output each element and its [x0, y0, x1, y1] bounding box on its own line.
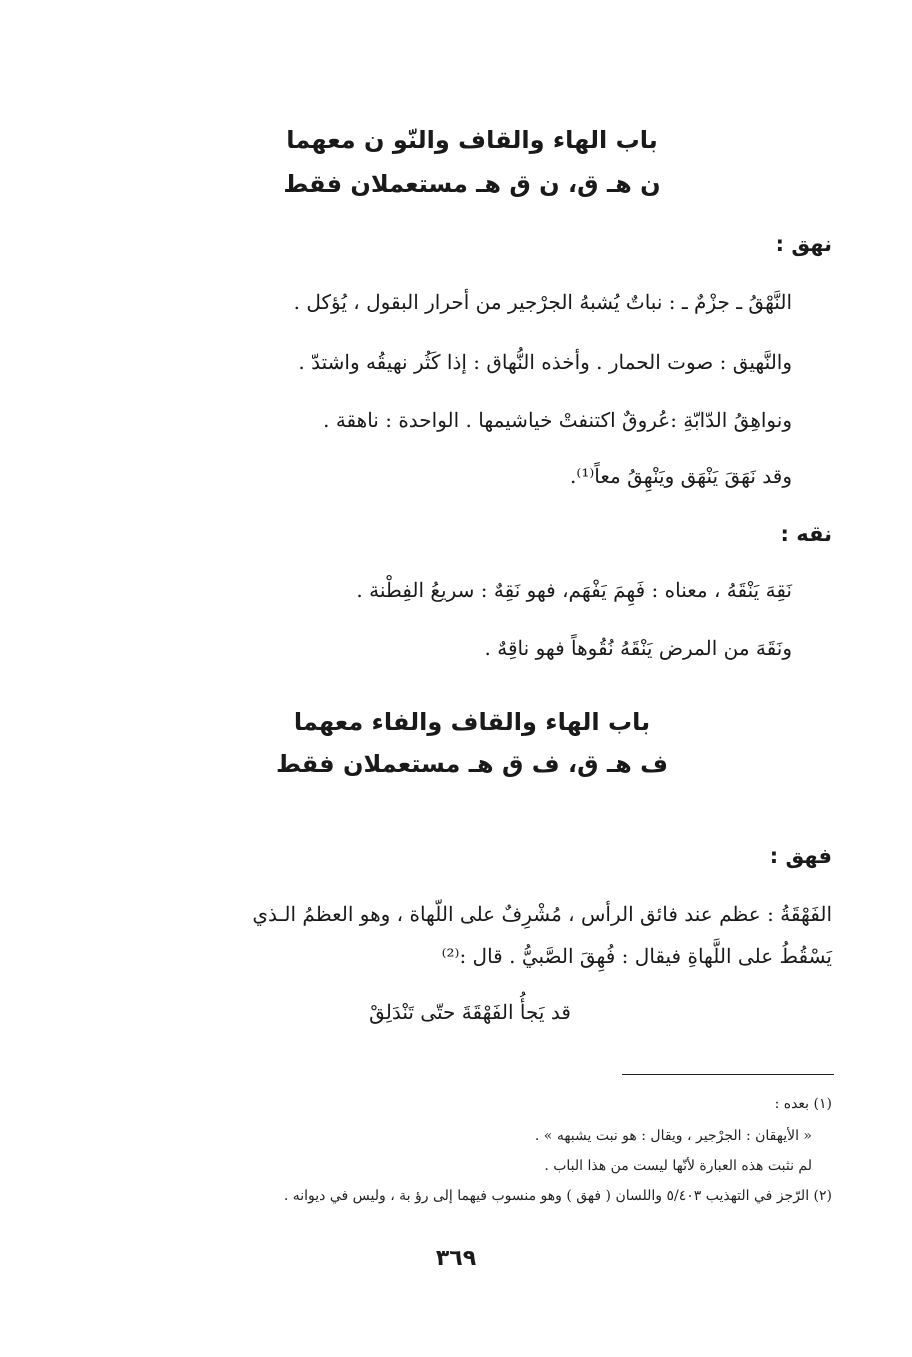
entry-line: النَّهْقُ ـ جزْمٌ ـ : نباتٌ يُشبهُ الجرْجير من أحرار البقول ، يُؤكل .	[293, 290, 792, 314]
footnote-1-label: (١) بعده :	[774, 1096, 832, 1112]
footnote-1-note: لم نثبت هذه العبارة لأنّها ليست من هذا الباب .	[544, 1158, 812, 1174]
entry-line: ونواهِقُ الدّابّةِ :عُروقٌ اكتنفتْ خياشيمها . الواحدة : ناهقة .	[323, 408, 792, 432]
entry-line: ونَقَهَ من المرض يَنْقَهُ نُقُوهاً فهو ناقِهٌ .	[484, 636, 792, 660]
section-subtitle-fhq: ف هـ ق، ف ق هـ مستعملان فقط	[275, 750, 669, 778]
entry-line: وقد نَهَقَ يَنْهَق ويَنْهِقُ معاً⁽¹⁾.	[570, 464, 792, 488]
entry-line: والنَّهيق : صوت الحمار . وأخذه النُّهاق : إذا كَثُر نهيقُه واشتدّ .	[298, 350, 792, 374]
entry-line: يَسْقُطُ على اللَّهاةِ فيقال : فُهِقَ الصَّبيُّ . قال :⁽²⁾	[441, 944, 832, 968]
footnote-1-quote: « الأيهقان : الجرْجير ، ويقال : هو نبت يشبهه » .	[534, 1128, 812, 1144]
section-subtitle-nqh: ن هـ ق، ن ق هـ مستعملان فقط	[283, 170, 661, 198]
headword-nahq: نهق :	[775, 232, 832, 256]
headword-fahq: فهق :	[769, 844, 832, 868]
verse-line: قد يَجأُ الفَهْقَةَ حتّى تَنْدَلِقْ	[369, 1000, 571, 1024]
section-title-nqh: باب الهاء والقاف والنّو ن معهما	[286, 126, 658, 154]
page-number: ٣٦٩	[435, 1246, 477, 1271]
headword-naqah: نقه :	[780, 522, 832, 546]
entry-line: نَقِهَ يَنْقَهُ ، معناه : فَهِمَ يَفْهَم، فهو نَقِهٌ : سريعُ الفِطْنة .	[356, 578, 792, 602]
entry-line: الفَهْقَةُ : عظم عند فائق الرأس ، مُشْرِفٌ على اللّهاة ، وهو العظمُ الـذي	[252, 902, 832, 926]
section-title-fhq: باب الهاء والقاف والفاء معهما	[293, 708, 651, 736]
footnote-2: (٢) الرّجز في التهذيب ٥/٤٠٣ واللسان ( فهق ) وهو منسوب فيهما إلى رؤ بة ، وليس في ديوانه .	[283, 1188, 832, 1204]
footnote-divider	[622, 1074, 834, 1075]
